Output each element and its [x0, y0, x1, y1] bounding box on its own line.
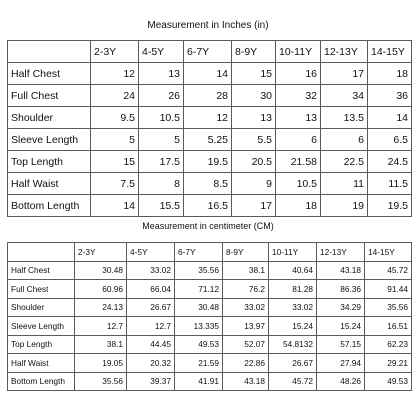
value-cell: 44.45	[127, 335, 175, 354]
inches-size-table	[7, 40, 412, 217]
value-cell: 21.59	[175, 354, 223, 373]
size-header-cell: 6-7Y	[175, 243, 223, 262]
value-cell: 76.2	[223, 280, 269, 299]
value-cell: 12.7	[75, 317, 127, 336]
size-header-cell: 14-15Y	[365, 243, 412, 262]
table-row	[8, 372, 412, 391]
value-cell: 86.36	[317, 280, 365, 299]
value-cell: 34	[321, 85, 368, 107]
value-cell: 16	[276, 63, 321, 85]
table-row	[8, 335, 412, 354]
value-cell: 18	[368, 63, 412, 85]
value-cell: 7.5	[91, 173, 139, 195]
table-row	[8, 107, 412, 129]
value-cell: 26	[139, 85, 184, 107]
value-cell: 17.5	[139, 151, 184, 173]
table-row	[8, 173, 412, 195]
value-cell: 30	[232, 85, 276, 107]
value-cell: 13.335	[175, 317, 223, 336]
centimeter-size-table	[7, 242, 412, 391]
size-header-cell: 4-5Y	[139, 41, 184, 63]
value-cell: 62.23	[365, 335, 412, 354]
value-cell: 15	[232, 63, 276, 85]
value-cell: 40.64	[269, 261, 317, 280]
value-cell: 24	[91, 85, 139, 107]
value-cell: 57.15	[317, 335, 365, 354]
value-cell: 45.72	[365, 261, 412, 280]
value-cell: 26.67	[269, 354, 317, 373]
value-cell: 15	[91, 151, 139, 173]
table-row	[8, 85, 412, 107]
value-cell: 66.04	[127, 280, 175, 299]
value-cell: 35.56	[75, 372, 127, 391]
table-row	[8, 151, 412, 173]
measurement-label-cell: Top Length	[8, 151, 91, 173]
measurement-label-cell: Bottom Length	[8, 372, 75, 391]
value-cell: 6.5	[368, 129, 412, 151]
size-header-cell: 2-3Y	[75, 243, 127, 262]
measurement-label-cell: Half Chest	[8, 261, 75, 280]
measurement-label-cell: Half Waist	[8, 173, 91, 195]
value-cell: 49.53	[365, 372, 412, 391]
value-cell: 28	[184, 85, 232, 107]
value-cell: 5	[91, 129, 139, 151]
value-cell: 17	[321, 63, 368, 85]
measurement-label-cell: Full Chest	[8, 85, 91, 107]
value-cell: 19	[321, 195, 368, 217]
value-cell: 35.56	[175, 261, 223, 280]
corner-cell	[8, 41, 91, 63]
size-header-cell: 8-9Y	[232, 41, 276, 63]
value-cell: 13	[276, 107, 321, 129]
value-cell: 12	[184, 107, 232, 129]
value-cell: 24.5	[368, 151, 412, 173]
table-row	[8, 261, 412, 280]
size-header-cell: 10-11Y	[269, 243, 317, 262]
size-header-cell: 14-15Y	[368, 41, 412, 63]
value-cell: 41.91	[175, 372, 223, 391]
value-cell: 48.26	[317, 372, 365, 391]
value-cell: 22.86	[223, 354, 269, 373]
measurement-label-cell: Top Length	[8, 335, 75, 354]
value-cell: 11.5	[368, 173, 412, 195]
value-cell: 52.07	[223, 335, 269, 354]
measurement-label-cell: Bottom Length	[8, 195, 91, 217]
table-row	[8, 280, 412, 299]
value-cell: 13	[139, 63, 184, 85]
value-cell: 43.18	[223, 372, 269, 391]
measurement-label-cell: Shoulder	[8, 298, 75, 317]
value-cell: 9.5	[91, 107, 139, 129]
value-cell: 5.25	[184, 129, 232, 151]
value-cell: 5.5	[232, 129, 276, 151]
table-row	[8, 195, 412, 217]
value-cell: 14	[91, 195, 139, 217]
centimeter-table-title: Measurement in centimeter (CM)	[142, 221, 274, 231]
value-cell: 36	[368, 85, 412, 107]
value-cell: 17	[232, 195, 276, 217]
value-cell: 26.67	[127, 298, 175, 317]
value-cell: 9	[232, 173, 276, 195]
value-cell: 71.12	[175, 280, 223, 299]
measurement-label-cell: Sleeve Length	[8, 317, 75, 336]
value-cell: 6	[321, 129, 368, 151]
value-cell: 29.21	[365, 354, 412, 373]
value-cell: 35.56	[365, 298, 412, 317]
value-cell: 13.97	[223, 317, 269, 336]
value-cell: 19.05	[75, 354, 127, 373]
value-cell: 6	[276, 129, 321, 151]
value-cell: 13.5	[321, 107, 368, 129]
value-cell: 33.02	[127, 261, 175, 280]
value-cell: 18	[276, 195, 321, 217]
value-cell: 91.44	[365, 280, 412, 299]
measurement-label-cell: Half Waist	[8, 354, 75, 373]
value-cell: 32	[276, 85, 321, 107]
corner-cell	[8, 243, 75, 262]
size-header-cell: 10-11Y	[276, 41, 321, 63]
value-cell: 14	[368, 107, 412, 129]
value-cell: 30.48	[175, 298, 223, 317]
value-cell: 49.53	[175, 335, 223, 354]
table-row	[8, 317, 412, 336]
value-cell: 24.13	[75, 298, 127, 317]
measurement-label-cell: Full Chest	[8, 280, 75, 299]
value-cell: 16.5	[184, 195, 232, 217]
value-cell: 33.02	[223, 298, 269, 317]
size-header-cell: 12-13Y	[317, 243, 365, 262]
value-cell: 13	[232, 107, 276, 129]
value-cell: 27.94	[317, 354, 365, 373]
value-cell: 15.24	[317, 317, 365, 336]
value-cell: 14	[184, 63, 232, 85]
size-header-cell: 6-7Y	[184, 41, 232, 63]
value-cell: 15.24	[269, 317, 317, 336]
value-cell: 21.58	[276, 151, 321, 173]
size-header-cell: 4-5Y	[127, 243, 175, 262]
value-cell: 12	[91, 63, 139, 85]
value-cell: 22.5	[321, 151, 368, 173]
value-cell: 45.72	[269, 372, 317, 391]
size-header-cell: 8-9Y	[223, 243, 269, 262]
inches-table-title: Measurement in Inches (in)	[147, 20, 269, 31]
value-cell: 5	[139, 129, 184, 151]
value-cell: 10.5	[276, 173, 321, 195]
size-header-cell: 12-13Y	[321, 41, 368, 63]
value-cell: 81.28	[269, 280, 317, 299]
value-cell: 43.18	[317, 261, 365, 280]
table-row	[8, 129, 412, 151]
value-cell: 10.5	[139, 107, 184, 129]
value-cell: 39.37	[127, 372, 175, 391]
value-cell: 38.1	[223, 261, 269, 280]
table-row	[8, 354, 412, 373]
table-row	[8, 298, 412, 317]
measurement-label-cell: Half Chest	[8, 63, 91, 85]
value-cell: 34.29	[317, 298, 365, 317]
value-cell: 38.1	[75, 335, 127, 354]
size-header-cell: 2-3Y	[91, 41, 139, 63]
value-cell: 60.96	[75, 280, 127, 299]
measurement-label-cell: Shoulder	[8, 107, 91, 129]
value-cell: 54.8132	[269, 335, 317, 354]
value-cell: 19.5	[368, 195, 412, 217]
value-cell: 33.02	[269, 298, 317, 317]
value-cell: 20.5	[232, 151, 276, 173]
value-cell: 11	[321, 173, 368, 195]
value-cell: 30.48	[75, 261, 127, 280]
table-header-row	[8, 41, 412, 63]
value-cell: 16.51	[365, 317, 412, 336]
table-header-row	[8, 243, 412, 262]
value-cell: 15.5	[139, 195, 184, 217]
value-cell: 8	[139, 173, 184, 195]
value-cell: 20.32	[127, 354, 175, 373]
table-row	[8, 63, 412, 85]
value-cell: 19.5	[184, 151, 232, 173]
value-cell: 8.5	[184, 173, 232, 195]
measurement-label-cell: Sleeve Length	[8, 129, 91, 151]
value-cell: 12.7	[127, 317, 175, 336]
